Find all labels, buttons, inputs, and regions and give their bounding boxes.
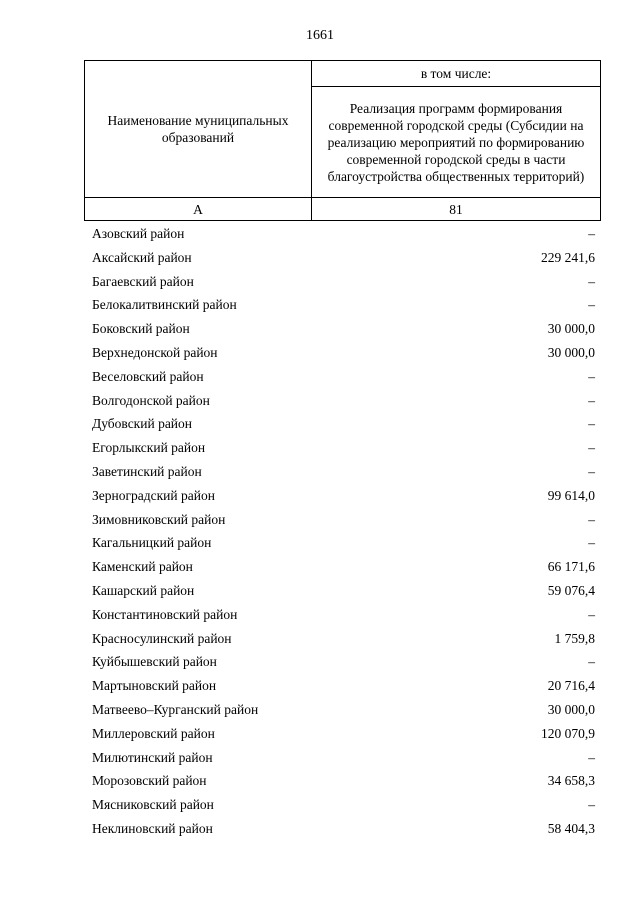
table-row [84,341,601,365]
table-row [84,460,601,484]
table-row [84,627,601,651]
page-number: 1661 [306,28,334,43]
district-amount: 59 076,4 [547,582,595,598]
district-name: Миллеровский район [92,725,215,741]
district-amount: – [588,463,595,479]
column-header-subsidy: Реализация программ формирования современной городской среды (Субсидии на реализацию мероприятий по формированию современной городской среды в части благоустройства общественных территорий) [312,87,601,198]
table-row [84,531,601,555]
district-amount: – [588,749,595,765]
district-list [84,222,601,841]
district-amount: 229 241,6 [541,249,595,265]
table-row [84,674,601,698]
district-name: Верхнедонской район [92,344,218,360]
district-amount: – [588,368,595,384]
table-row [84,698,601,722]
district-amount: – [588,226,595,241]
district-amount: – [588,416,595,432]
district-amount: 20 716,4 [547,678,595,694]
district-amount: – [588,511,595,527]
table-row [84,579,601,603]
table-row [84,436,601,460]
table-row [84,222,601,246]
district-name: Кашарский район [92,582,195,598]
district-amount: 120 070,9 [541,725,595,741]
table-row [84,769,601,793]
table-row [84,746,601,770]
district-name: Куйбышевский район [92,654,217,670]
district-amount: – [588,273,595,289]
district-name: Заветинский район [92,463,202,479]
district-amount: 1 759,8 [554,630,595,646]
district-name: Багаевский район [92,273,194,289]
district-name: Зимовниковский район [92,511,226,527]
table-row [84,508,601,532]
table-row [84,293,601,317]
column-index-a: А [85,198,312,221]
district-name: Аксайский район [92,249,192,265]
table-row [84,793,601,817]
district-name: Милютинский район [92,749,213,765]
table-row [84,484,601,508]
table-row [84,389,601,413]
district-amount: 30 000,0 [547,321,595,337]
district-name: Волгодонской район [92,392,210,408]
column-header-in-total: в том числе: [312,61,601,87]
district-amount: – [588,797,595,813]
district-name: Мясниковский район [92,797,214,813]
header-table [84,60,601,221]
district-amount: 66 171,6 [547,559,595,575]
district-name: Матвеево–Курганский район [92,701,259,717]
district-amount: 99 614,0 [547,487,595,503]
table-row [84,317,601,341]
table-row [84,365,601,389]
district-amount: 34 658,3 [547,773,595,789]
district-name: Каменский район [92,559,193,575]
column-index-81: 81 [312,198,601,221]
table-row [84,246,601,270]
district-name: Веселовский район [92,368,204,384]
district-name: Белокалитвинский район [92,297,237,313]
table-row [84,603,601,627]
district-amount: – [588,535,595,551]
district-amount: – [588,440,595,456]
district-amount: 58 404,3 [547,820,595,836]
district-amount: 30 000,0 [547,344,595,360]
district-name: Боковский район [92,321,190,337]
table-row [84,817,601,841]
district-amount: – [588,392,595,408]
district-name: Дубовский район [92,416,193,432]
district-name: Зерноградский район [92,487,215,503]
district-name: Константиновский район [92,606,238,622]
district-amount: – [588,654,595,670]
district-name: Азовский район [92,226,185,241]
table-row [84,555,601,579]
district-name: Мартыновский район [92,678,217,694]
district-name: Морозовский район [92,773,207,789]
district-name: Неклиновский район [92,820,213,836]
district-amount: – [588,606,595,622]
district-amount: – [588,297,595,313]
table-row [84,270,601,294]
table-row [84,412,601,436]
table-row [84,722,601,746]
table-row [84,650,601,674]
district-name: Егорлыкский район [92,440,206,456]
district-amount: 30 000,0 [547,701,595,717]
column-header-name: Наименование муниципальных образований [85,61,312,198]
district-name: Красносулинский район [92,630,232,646]
district-name: Кагальницкий район [92,535,212,551]
